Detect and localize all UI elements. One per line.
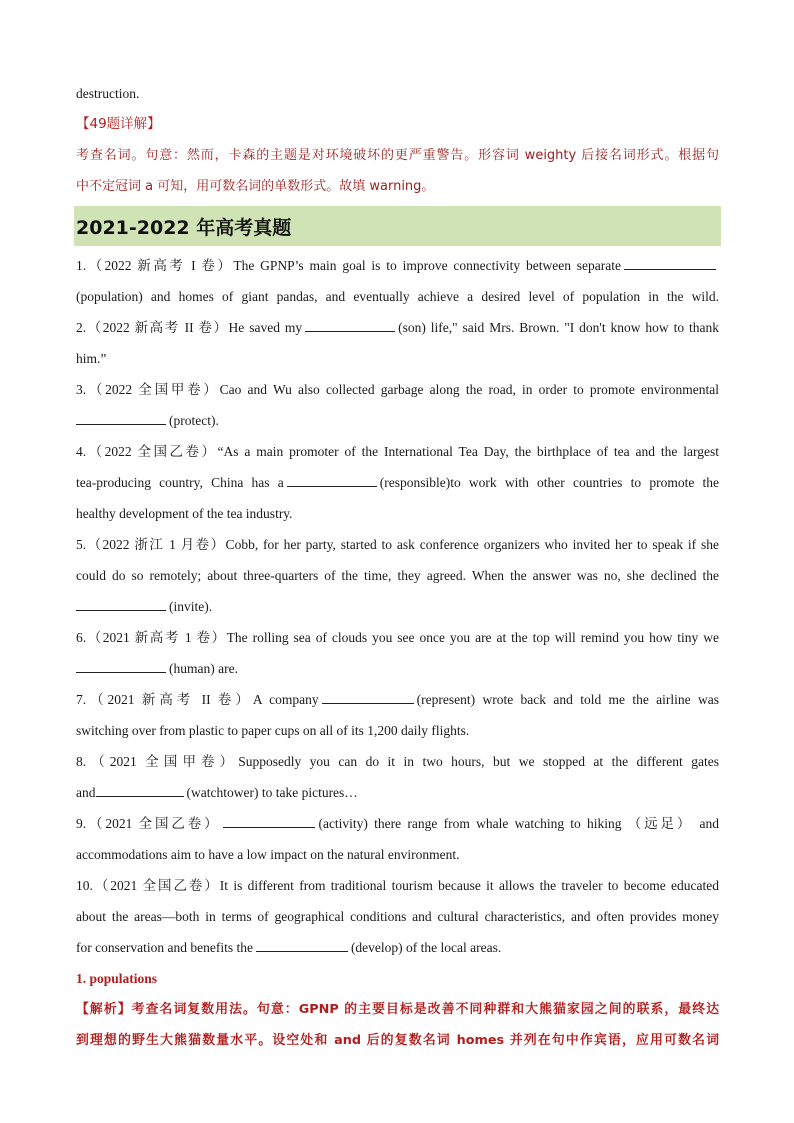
answer-blank[interactable] — [76, 410, 166, 425]
question-line: accommodations aim to have a low impact on the natural environment. — [76, 847, 460, 862]
document-page — [76, 78, 719, 1056]
question-line: 1.（2022 新高考 I 卷）The GPNP’s main goal is to improve connectivity between separate — [76, 250, 719, 281]
question-line: (human) are. — [76, 653, 719, 684]
question-line: 9.（2021 全国乙卷） (activity) there range from whale watching to hiking （远足） and — [76, 808, 719, 839]
question-line: him.” — [76, 351, 107, 366]
text-line: destruction. — [76, 86, 140, 101]
question-line: 8.（2021 全国甲卷）Supposedly you can do it in two hours, but we stopped at the different gates — [76, 754, 719, 769]
detail-title: 【49题详解】 — [76, 116, 161, 132]
answer-blank[interactable] — [624, 255, 716, 270]
question-line: and (watchtower) to take pictures… — [76, 777, 719, 808]
question-line: (protect). — [76, 405, 719, 436]
question-line: for conservation and benefits the (develop) of the local areas. — [76, 932, 719, 963]
detail-line: 考查名词。句意：然而，卡森的主题是对环境破坏的更严重警告。形容词 weighty 后接名词形式。根据句 — [76, 148, 719, 163]
question-line: 5.（2022 浙江 1 月卷）Cobb, for her party, started to ask conference organizers who invited her to speak if she — [76, 537, 719, 552]
section-heading — [74, 206, 721, 246]
analysis-line: 到理想的野生大熊猫数量水平。设空处和 and 后的复数名词 homes 并列在句中作宾语，应用可数名词 — [76, 1033, 719, 1048]
answer-blank[interactable] — [287, 472, 377, 487]
question-line: 3.（2022 全国甲卷）Cao and Wu also collected garbage along the road, in order to promote environmental — [76, 382, 719, 397]
question-line: (invite). — [76, 591, 719, 622]
question-line: (population) and homes of giant pandas, and eventually achieve a desired level of population in the wild. — [76, 289, 719, 304]
answer-blank[interactable] — [96, 782, 184, 797]
question-line: switching over from plastic to paper cups on all of its 1,200 daily flights. — [76, 723, 470, 738]
answer-blank[interactable] — [322, 689, 414, 704]
question-line: tea-producing country, China has a (responsible)to work with other countries to promote the — [76, 467, 719, 498]
question-line: 7.（2021 新高考 II 卷）A company (represent) wrote back and told me the airline was — [76, 684, 719, 715]
answer-blank[interactable] — [256, 937, 348, 952]
answer-blank[interactable] — [223, 813, 315, 828]
answer-blank[interactable] — [305, 317, 395, 332]
question-line: 2.（2022 新高考 II 卷）He saved my (son) life," said Mrs. Brown. "I don't know how to thank — [76, 312, 719, 343]
question-line: healthy development of the tea industry. — [76, 506, 293, 521]
question-line: 4.（2022 全国乙卷）“As a main promoter of the International Tea Day, the birthplace of tea and the largest — [76, 444, 719, 459]
question-line: about the areas—both in terms of geographical conditions and cultural characteristics, and often provides money — [76, 909, 719, 924]
analysis-line: 【解析】考查名词复数用法。句意：GPNP 的主要目标是改善不同种群和大熊猫家园之间的联系，最终达 — [76, 1002, 719, 1017]
question-line: 10.（2021 全国乙卷）It is different from traditional tourism because it allows the traveler to become educated — [76, 878, 719, 893]
question-line: could do so remotely; about three-quarters of the time, they agreed. When the answer was no, she declined the — [76, 568, 719, 583]
answer-blank[interactable] — [76, 658, 166, 673]
answer-blank[interactable] — [76, 596, 166, 611]
question-line: 6.（2021 新高考 1 卷）The rolling sea of clouds you see once you are at the top will remind you how tiny we — [76, 630, 719, 645]
section-title: 2021-2022 年高考真题 — [76, 216, 292, 239]
answer-label: 1. populations — [76, 971, 158, 986]
detail-line: 中不定冠词 a 可知，用可数名词的单数形式。故填 warning。 — [76, 179, 435, 194]
